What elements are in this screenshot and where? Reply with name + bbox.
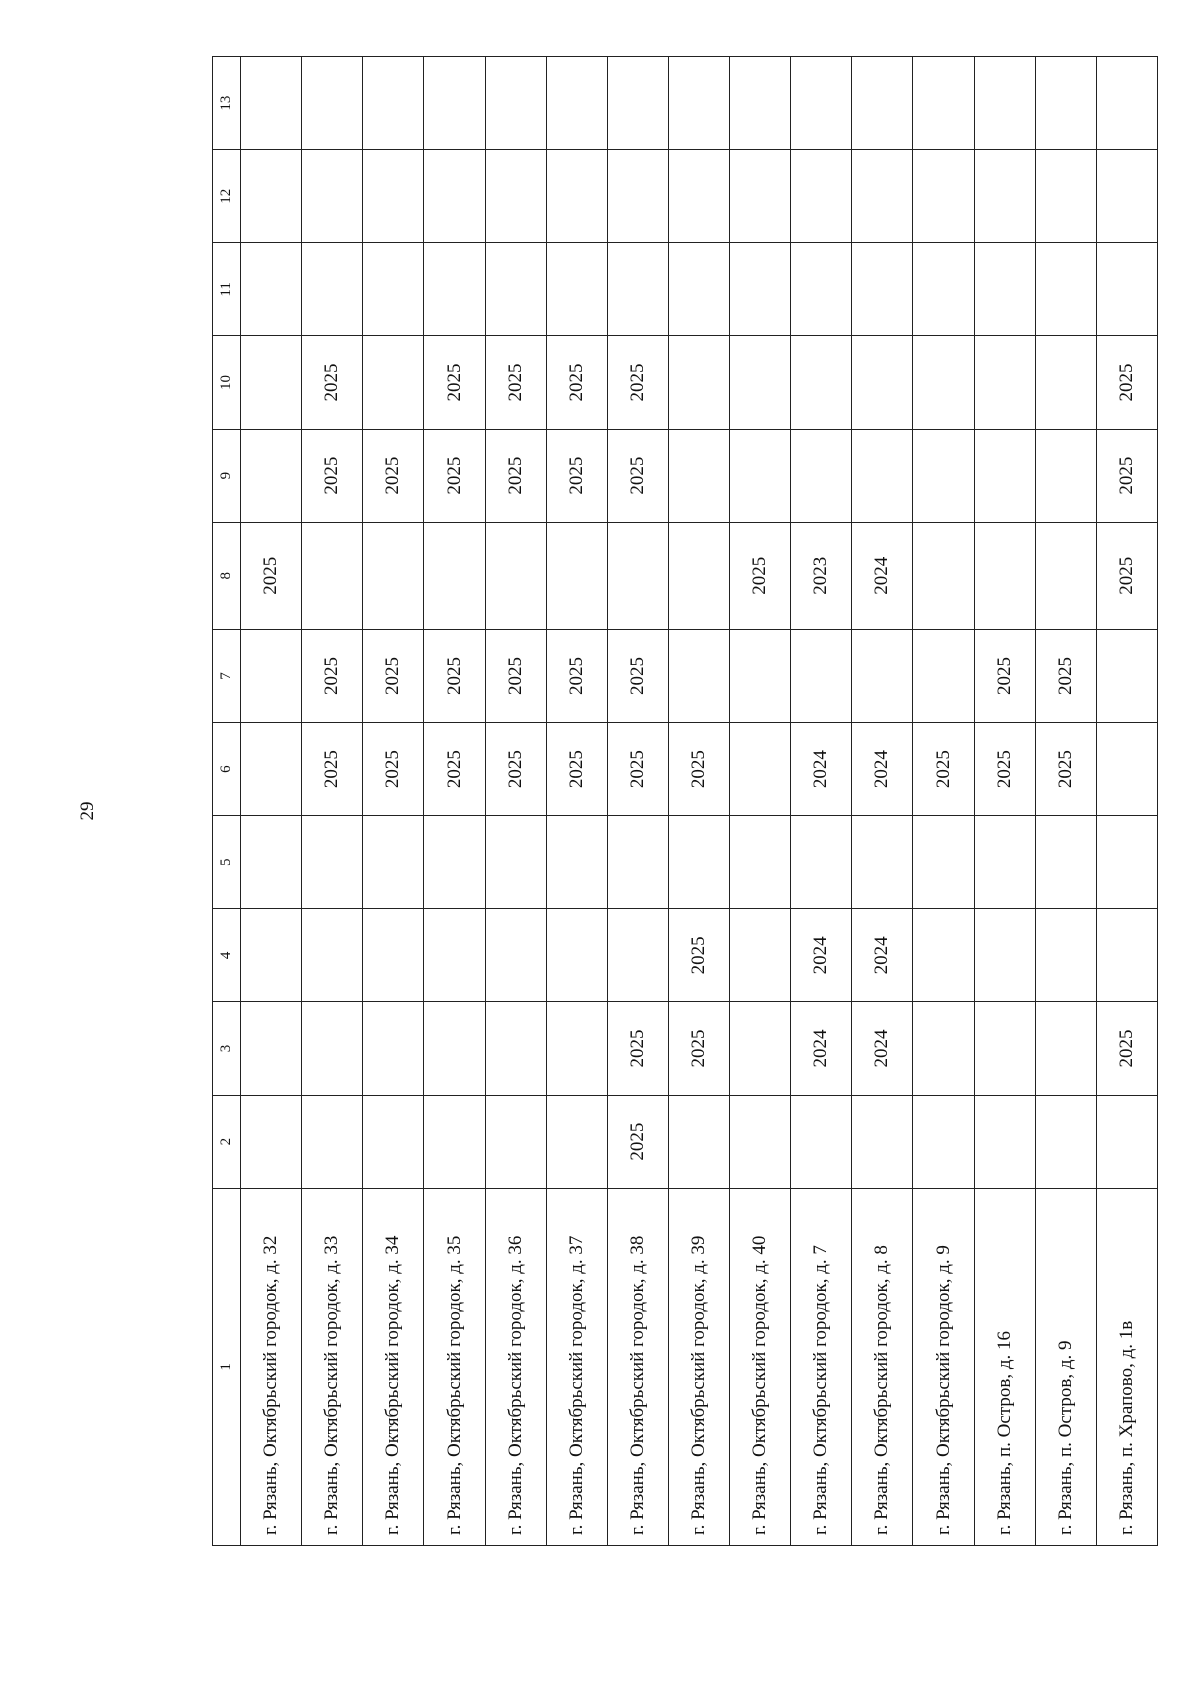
year-cell: 2025 (1096, 336, 1157, 429)
year-cell (241, 816, 302, 909)
year-cell (302, 909, 363, 1002)
year-cell (1096, 243, 1157, 336)
year-cell (1035, 1095, 1096, 1188)
year-cell: 2025 (607, 1095, 668, 1188)
year-cell (1035, 522, 1096, 629)
year-cell (607, 150, 668, 243)
year-cell (974, 1095, 1035, 1188)
address-cell: г. Рязань, Октябрьский городок, д. 40 (730, 1188, 791, 1545)
year-cell (974, 816, 1035, 909)
year-cell (913, 243, 974, 336)
year-cell (1035, 243, 1096, 336)
table-row (913, 57, 974, 1546)
year-cell (302, 1095, 363, 1188)
table-row (668, 57, 729, 1546)
year-cell (791, 57, 852, 150)
table-row (730, 57, 791, 1546)
year-cell (791, 150, 852, 243)
year-cell (1035, 57, 1096, 150)
year-cell (1035, 336, 1096, 429)
year-cell: 2025 (302, 429, 363, 522)
year-cell (730, 57, 791, 150)
year-cell (241, 1002, 302, 1095)
year-cell (302, 1002, 363, 1095)
year-cell (607, 909, 668, 1002)
year-cell (730, 150, 791, 243)
year-cell (241, 1095, 302, 1188)
year-cell (913, 816, 974, 909)
column-header: 6 (213, 723, 241, 816)
year-cell (974, 243, 1035, 336)
year-cell (302, 243, 363, 336)
year-cell: 2025 (424, 336, 485, 429)
year-cell: 2024 (791, 909, 852, 1002)
year-cell (913, 336, 974, 429)
year-cell: 2025 (668, 723, 729, 816)
table-row (424, 57, 485, 1546)
year-cell (546, 1002, 607, 1095)
year-cell: 2024 (852, 723, 913, 816)
year-cell (485, 243, 546, 336)
year-cell (241, 629, 302, 722)
year-cell: 2025 (1035, 629, 1096, 722)
column-header: 8 (213, 522, 241, 629)
year-cell (852, 429, 913, 522)
address-cell: г. Рязань, Октябрьский городок, д. 9 (913, 1188, 974, 1545)
year-cell (1096, 723, 1157, 816)
column-header: 3 (213, 1002, 241, 1095)
year-cell (730, 429, 791, 522)
year-cell (1035, 429, 1096, 522)
year-cell (913, 150, 974, 243)
year-cell (974, 909, 1035, 1002)
schedule-table (212, 56, 1158, 1546)
year-cell (607, 243, 668, 336)
column-header: 2 (213, 1095, 241, 1188)
year-cell (424, 522, 485, 629)
table-row (607, 57, 668, 1546)
year-cell (852, 816, 913, 909)
column-header: 13 (213, 57, 241, 150)
year-cell (913, 629, 974, 722)
year-cell (730, 243, 791, 336)
address-cell: г. Рязань, Октябрьский городок, д. 8 (852, 1188, 913, 1545)
year-cell (363, 1095, 424, 1188)
year-cell (1035, 816, 1096, 909)
table-row (1096, 57, 1157, 1546)
year-cell (730, 1002, 791, 1095)
year-cell (241, 909, 302, 1002)
year-cell (546, 522, 607, 629)
year-cell (668, 150, 729, 243)
year-cell (913, 909, 974, 1002)
year-cell: 2025 (913, 723, 974, 816)
address-cell: г. Рязань, Октябрьский городок, д. 33 (302, 1188, 363, 1545)
year-cell (668, 629, 729, 722)
year-cell (546, 816, 607, 909)
year-cell (730, 723, 791, 816)
year-cell (852, 57, 913, 150)
year-cell (424, 57, 485, 150)
year-cell: 2025 (363, 723, 424, 816)
year-cell: 2025 (424, 629, 485, 722)
year-cell (302, 816, 363, 909)
year-cell: 2025 (974, 629, 1035, 722)
table-row (852, 57, 913, 1546)
year-cell: 2024 (852, 1002, 913, 1095)
year-cell (730, 629, 791, 722)
table-row (363, 57, 424, 1546)
year-cell (668, 243, 729, 336)
year-cell (424, 816, 485, 909)
year-cell (1035, 909, 1096, 1002)
year-cell (974, 1002, 1035, 1095)
column-header: 12 (213, 150, 241, 243)
year-cell: 2025 (424, 723, 485, 816)
year-cell (241, 243, 302, 336)
year-cell (913, 522, 974, 629)
year-cell (546, 57, 607, 150)
year-cell: 2025 (302, 336, 363, 429)
address-cell: г. Рязань, п. Остров, д. 16 (974, 1188, 1035, 1545)
year-cell (363, 243, 424, 336)
table-row (546, 57, 607, 1546)
year-cell (668, 57, 729, 150)
column-header: 10 (213, 336, 241, 429)
year-cell (852, 1095, 913, 1188)
year-cell (791, 1095, 852, 1188)
year-cell (974, 429, 1035, 522)
address-cell: г. Рязань, Октябрьский городок, д. 32 (241, 1188, 302, 1545)
year-cell: 2025 (546, 429, 607, 522)
table-row (974, 57, 1035, 1546)
table-row (241, 57, 302, 1546)
year-cell: 2025 (1096, 522, 1157, 629)
year-cell (241, 429, 302, 522)
year-cell (852, 150, 913, 243)
year-cell (1035, 150, 1096, 243)
column-header: 5 (213, 816, 241, 909)
year-cell: 2025 (668, 1002, 729, 1095)
year-cell (424, 150, 485, 243)
column-header: 11 (213, 243, 241, 336)
year-cell (363, 1002, 424, 1095)
address-cell: г. Рязань, п. Остров, д. 9 (1035, 1188, 1096, 1545)
year-cell (974, 336, 1035, 429)
table-row (1035, 57, 1096, 1546)
year-cell (1096, 57, 1157, 150)
year-cell (302, 522, 363, 629)
year-cell (913, 429, 974, 522)
year-cell (241, 723, 302, 816)
table-row (302, 57, 363, 1546)
year-cell: 2025 (1096, 429, 1157, 522)
year-cell: 2025 (546, 723, 607, 816)
year-cell (668, 816, 729, 909)
year-cell (791, 429, 852, 522)
year-cell (791, 243, 852, 336)
year-cell (424, 243, 485, 336)
year-cell (424, 909, 485, 1002)
year-cell (1096, 816, 1157, 909)
year-cell (974, 522, 1035, 629)
year-cell: 2025 (546, 629, 607, 722)
year-cell (546, 909, 607, 1002)
year-cell (424, 1095, 485, 1188)
column-header: 9 (213, 429, 241, 522)
address-cell: г. Рязань, Октябрьский городок, д. 38 (607, 1188, 668, 1545)
year-cell (485, 909, 546, 1002)
year-cell: 2025 (485, 336, 546, 429)
year-cell (913, 1095, 974, 1188)
year-cell: 2025 (546, 336, 607, 429)
year-cell: 2025 (668, 909, 729, 1002)
table-row (485, 57, 546, 1546)
year-cell (607, 816, 668, 909)
page-number: 29 (77, 801, 98, 821)
column-header: 1 (213, 1188, 241, 1545)
year-cell (363, 816, 424, 909)
address-cell: г. Рязань, Октябрьский городок, д. 35 (424, 1188, 485, 1545)
year-cell (485, 1002, 546, 1095)
year-cell: 2025 (607, 1002, 668, 1095)
year-cell (241, 57, 302, 150)
address-cell: г. Рязань, Октябрьский городок, д. 7 (791, 1188, 852, 1545)
year-cell (974, 150, 1035, 243)
year-cell: 2025 (607, 429, 668, 522)
year-cell (668, 1095, 729, 1188)
year-cell: 2025 (607, 723, 668, 816)
address-cell: г. Рязань, п. Храпово, д. 1в (1096, 1188, 1157, 1545)
year-cell (546, 243, 607, 336)
year-cell: 2025 (363, 629, 424, 722)
address-cell: г. Рязань, Октябрьский городок, д. 39 (668, 1188, 729, 1545)
year-cell (241, 150, 302, 243)
year-cell: 2025 (1035, 723, 1096, 816)
address-cell: г. Рязань, Октябрьский городок, д. 37 (546, 1188, 607, 1545)
year-cell (546, 1095, 607, 1188)
year-cell (730, 1095, 791, 1188)
address-cell: г. Рязань, Октябрьский городок, д. 36 (485, 1188, 546, 1545)
address-cell: г. Рязань, Октябрьский городок, д. 34 (363, 1188, 424, 1545)
year-cell (913, 57, 974, 150)
year-cell: 2025 (485, 629, 546, 722)
year-cell: 2025 (1096, 1002, 1157, 1095)
year-cell: 2023 (791, 522, 852, 629)
year-cell (485, 150, 546, 243)
year-cell (485, 816, 546, 909)
year-cell (485, 57, 546, 150)
year-cell (974, 57, 1035, 150)
year-cell: 2024 (852, 522, 913, 629)
year-cell (1096, 1095, 1157, 1188)
year-cell: 2025 (241, 522, 302, 629)
year-cell: 2025 (363, 429, 424, 522)
year-cell (913, 1002, 974, 1095)
year-cell (302, 150, 363, 243)
year-cell (424, 1002, 485, 1095)
year-cell (852, 629, 913, 722)
year-cell: 2025 (730, 522, 791, 629)
year-cell (852, 336, 913, 429)
year-cell (241, 336, 302, 429)
year-cell (1096, 150, 1157, 243)
year-cell (730, 909, 791, 1002)
year-cell (485, 522, 546, 629)
header-row (213, 57, 241, 1546)
year-cell: 2024 (791, 1002, 852, 1095)
table-container (212, 56, 1158, 1546)
year-cell: 2024 (791, 723, 852, 816)
year-cell (363, 522, 424, 629)
year-cell: 2025 (485, 429, 546, 522)
table-row (791, 57, 852, 1546)
column-header: 4 (213, 909, 241, 1002)
year-cell (668, 522, 729, 629)
year-cell (363, 150, 424, 243)
year-cell (302, 57, 363, 150)
year-cell (363, 909, 424, 1002)
year-cell (668, 336, 729, 429)
year-cell (791, 336, 852, 429)
year-cell: 2025 (424, 429, 485, 522)
year-cell: 2025 (607, 629, 668, 722)
year-cell: 2025 (485, 723, 546, 816)
year-cell (363, 336, 424, 429)
year-cell: 2025 (974, 723, 1035, 816)
year-cell (791, 816, 852, 909)
year-cell (852, 243, 913, 336)
year-cell (730, 816, 791, 909)
year-cell (668, 429, 729, 522)
year-cell: 2024 (852, 909, 913, 1002)
year-cell: 2025 (607, 336, 668, 429)
year-cell (730, 336, 791, 429)
column-header: 7 (213, 629, 241, 722)
year-cell (607, 522, 668, 629)
year-cell (546, 150, 607, 243)
year-cell (363, 57, 424, 150)
year-cell: 2025 (302, 629, 363, 722)
year-cell: 2025 (302, 723, 363, 816)
year-cell (1035, 1002, 1096, 1095)
year-cell (791, 629, 852, 722)
year-cell (1096, 629, 1157, 722)
year-cell (607, 57, 668, 150)
year-cell (485, 1095, 546, 1188)
year-cell (1096, 909, 1157, 1002)
